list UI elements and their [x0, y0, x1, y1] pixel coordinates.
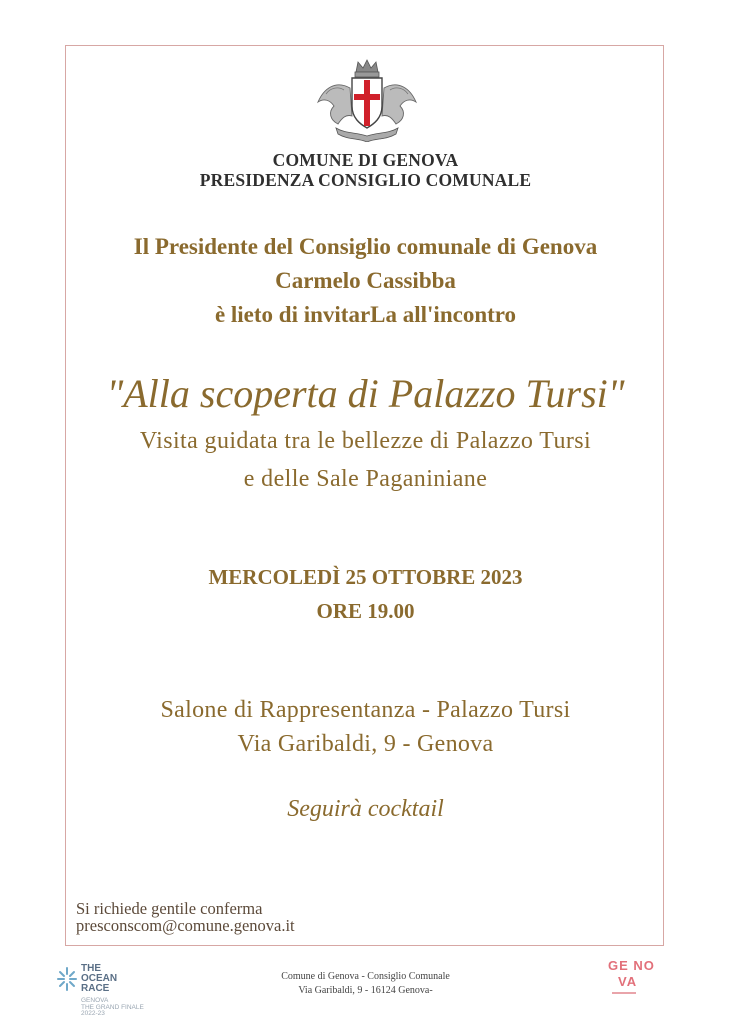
ocean-race-sub-genova: GENOVA [81, 997, 109, 1004]
event-time: ORE 19.00 [316, 599, 415, 623]
genova-logo-row1: GE NO [608, 958, 655, 973]
ocean-race-sub-finale: THE GRAND FINALE [81, 1004, 144, 1011]
ocean-race-word-race: RACE [81, 983, 110, 994]
venue-name: Salone di Rappresentanza - Palazzo Tursi [160, 697, 571, 723]
institution-department: PRESIDENZA CONSIGLIO COMUNALE [199, 170, 532, 190]
event-subtitle-line2: e delle Sale Paganiniane [243, 466, 488, 492]
ocean-race-word-the: THE [81, 963, 101, 974]
host-title: Il Presidente del Consiglio comunale di Genova [133, 234, 598, 259]
event-subtitle-line1: Visita guidata tra le bellezze di Palazzo Tursi [139, 428, 592, 454]
venue-address: Via Garibaldi, 9 - Genova [237, 731, 494, 757]
genova-logo-underline [612, 992, 636, 994]
cocktail-note: Seguirà cocktail [287, 796, 444, 822]
footer-address: Via Garibaldi, 9 - 16124 Genova- [298, 985, 433, 996]
genova-crest-icon [312, 58, 422, 142]
rsvp-email[interactable]: presconscom@comune.genova.it [76, 916, 295, 935]
ocean-race-word-ocean: OCEAN [81, 973, 118, 984]
invitation-line: è lieto di invitarLa all'incontro [214, 302, 517, 327]
event-date: MERCOLEDÌ 25 OTTOBRE 2023 [208, 565, 523, 589]
event-title: "Alla scoperta di Palazzo Tursi" [106, 371, 625, 416]
footer-organization: Comune di Genova - Consiglio Comunale [281, 971, 450, 982]
ocean-race-sub-years: 2022-23 [81, 1010, 105, 1017]
rsvp-request: Si richiede gentile conferma [76, 899, 263, 918]
genova-brand-logo [608, 958, 655, 1008]
host-name: Carmelo Cassibba [275, 268, 456, 293]
institution-name: COMUNE DI GENOVA [272, 150, 459, 170]
genova-logo-row2: VA [618, 974, 638, 989]
